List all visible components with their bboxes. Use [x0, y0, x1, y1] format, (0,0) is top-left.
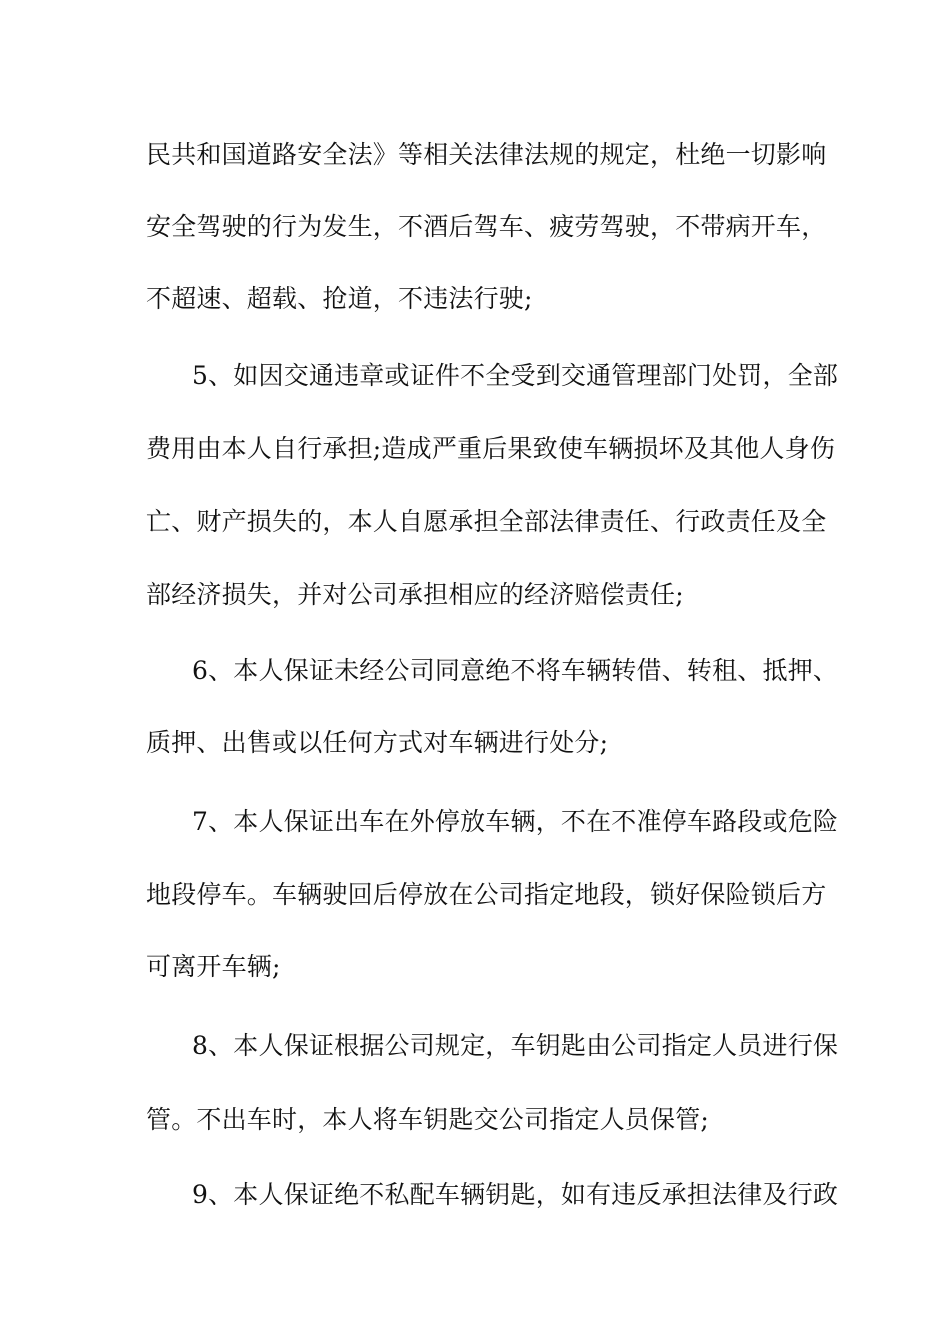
paragraph-7-start: 7、本人保证出车在外停放车辆，不在不准停车路段或危险: [192, 807, 839, 836]
text-line: 部经济损失，并对公司承担相应的经济赔偿责任;: [146, 580, 684, 609]
text-line: 可离开车辆;: [146, 952, 281, 981]
text-line: 质押、出售或以任何方式对车辆进行处分;: [146, 728, 609, 757]
paragraph-5-start: 5、如因交通违章或证件不全受到交通管理部门处罚，全部: [192, 361, 839, 390]
text-line: 不超速、超载、抢道，不违法行驶;: [146, 284, 533, 313]
text-line: 民共和国道路安全法》等相关法律法规的规定，杜绝一切影响: [146, 140, 827, 169]
text-line: 费用由本人自行承担;造成严重后果致使车辆损坏及其他人身伤: [146, 434, 836, 463]
text-line: 地段停车。车辆驶回后停放在公司指定地段，锁好保险锁后方: [146, 880, 827, 909]
paragraph-6-start: 6、本人保证未经公司同意绝不将车辆转借、转租、抵押、: [192, 656, 839, 685]
paragraph-8-start: 8、本人保证根据公司规定，车钥匙由公司指定人员进行保: [192, 1031, 839, 1060]
text-line: 管。不出车时，本人将车钥匙交公司指定人员保管;: [146, 1105, 710, 1134]
paragraph-9-start: 9、本人保证绝不私配车辆钥匙，如有违反承担法律及行政: [192, 1180, 839, 1209]
text-line: 亡、财产损失的，本人自愿承担全部法律责任、行政责任及全: [146, 507, 827, 536]
text-line: 安全驾驶的行为发生，不酒后驾车、疲劳驾驶，不带病开车，: [146, 212, 827, 241]
